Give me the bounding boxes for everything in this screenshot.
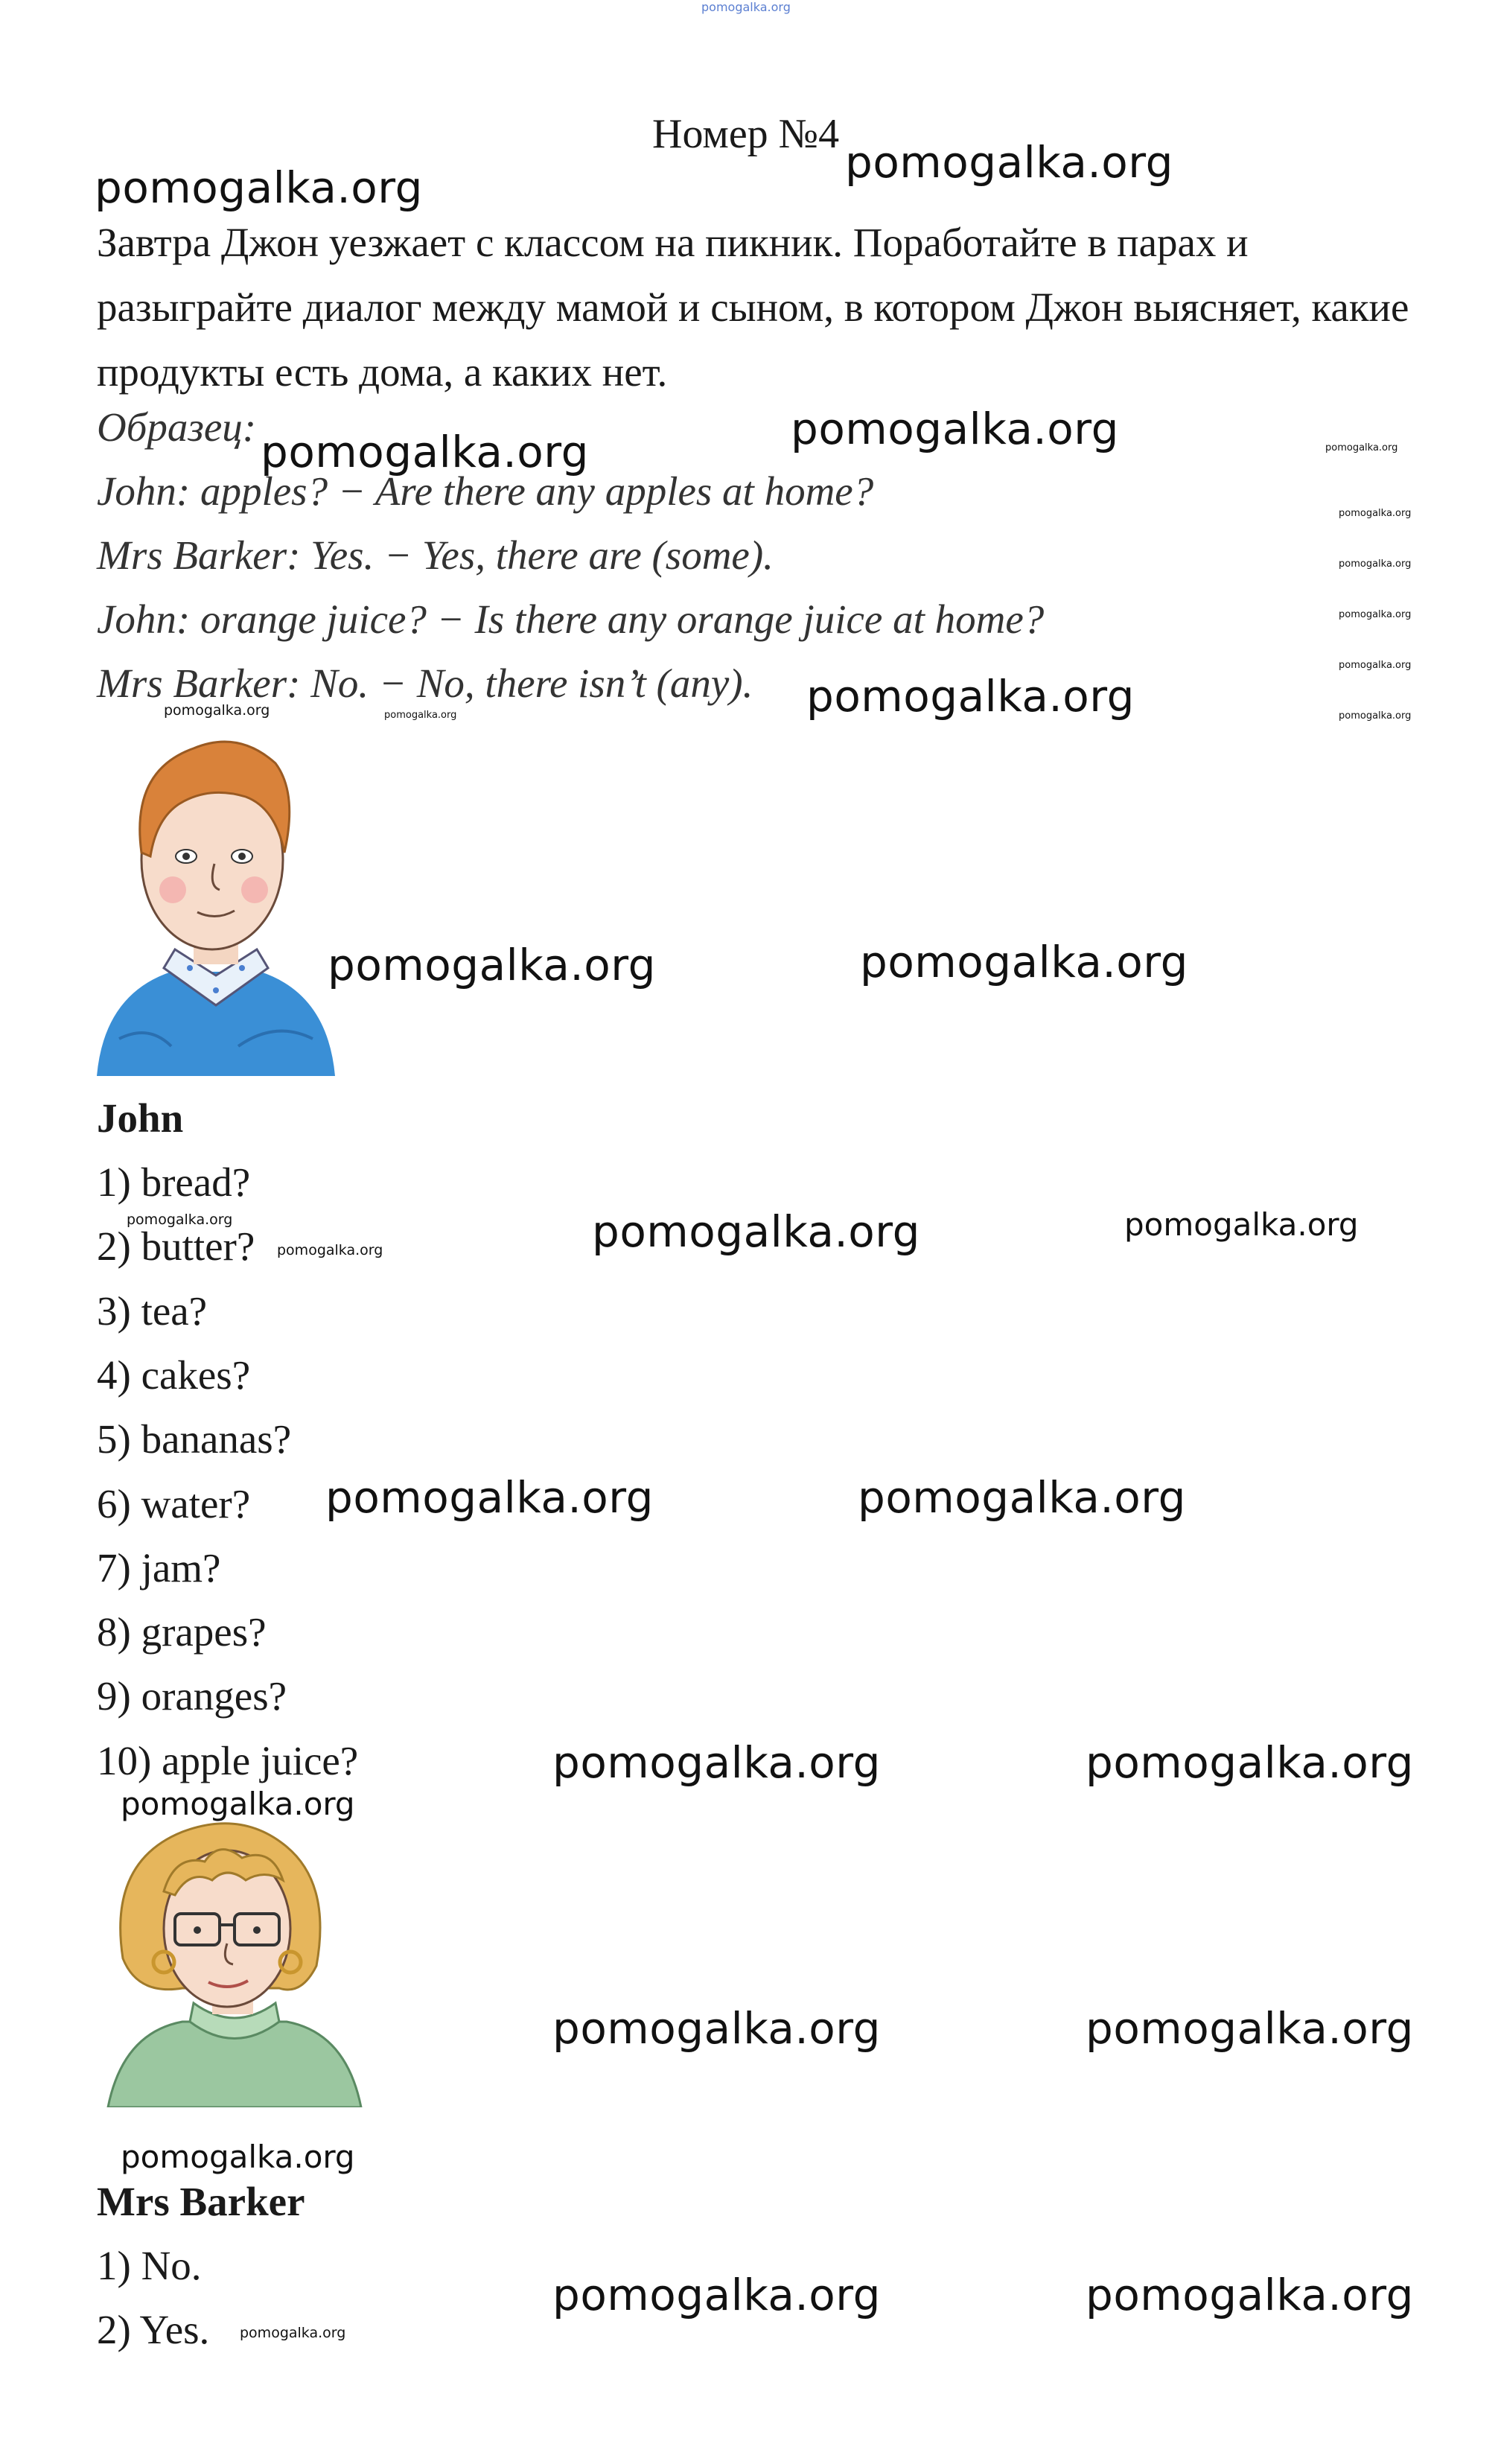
- watermark: pomogalka.org: [1124, 1206, 1359, 1243]
- top-watermark: pomogalka.org: [701, 0, 791, 14]
- watermark: pomogalka.org: [95, 162, 423, 213]
- watermark: pomogalka.org: [325, 1472, 654, 1523]
- sample-line-4: Mrs Barker: No. − No, there isn’t (any).: [97, 660, 753, 706]
- sample-line-2: Mrs Barker: Yes. − Yes, there are (some).: [97, 532, 774, 578]
- instructions-text: Завтра Джон уезжает с классом на пикник. Поработайте в парах и разыграйте диалог между мамой и сыном, в котором Джон выясняет, какие продукты есть дома, а каких нет.: [97, 220, 1409, 395]
- john-item-4: 4) cakes?: [97, 1352, 251, 1398]
- watermark: pomogalka.org: [384, 710, 457, 721]
- john-item-8: 8) grapes?: [97, 1609, 267, 1655]
- mrs-barker-item-2: 2) Yes.: [97, 2307, 210, 2352]
- sample-line-3: John: orange juice? − Is there any orange juice at home?: [97, 596, 1045, 642]
- watermark: pomogalka.org: [845, 137, 1173, 188]
- watermark: pomogalka.org: [1339, 508, 1412, 519]
- watermark: pomogalka.org: [1339, 558, 1412, 570]
- watermark: pomogalka.org: [261, 427, 589, 477]
- page-title: Номер №4: [652, 111, 840, 157]
- john-item-1: 1) bread?: [97, 1159, 251, 1205]
- watermark: pomogalka.org: [277, 1242, 383, 1258]
- watermark: pomogalka.org: [1086, 2270, 1414, 2320]
- watermark: pomogalka.org: [1086, 2003, 1414, 2054]
- sample-label: Образец:: [97, 404, 257, 450]
- watermark: pomogalka.org: [1339, 710, 1412, 722]
- mrs-barker-item-1: 1) No.: [97, 2243, 202, 2288]
- john-item-9: 9) oranges?: [97, 1673, 287, 1719]
- john-item-2: 2) butter?: [97, 1223, 255, 1269]
- sample-line-1: John: apples? − Are there any apples at home?: [97, 468, 874, 514]
- john-item-5: 5) bananas?: [97, 1416, 292, 1462]
- mrs-barker-heading: Mrs Barker: [97, 2179, 305, 2224]
- watermark: pomogalka.org: [127, 1212, 233, 1228]
- john-item-10: 10) apple juice?: [97, 1738, 359, 1783]
- watermark: pomogalka.org: [121, 1786, 355, 1822]
- watermark: pomogalka.org: [328, 940, 656, 990]
- watermark: pomogalka.org: [806, 671, 1135, 722]
- watermark: pomogalka.org: [240, 2325, 346, 2341]
- watermark: pomogalka.org: [858, 1472, 1186, 1523]
- watermark: pomogalka.org: [1339, 660, 1412, 671]
- john-heading: John: [97, 1095, 184, 1141]
- watermark: pomogalka.org: [791, 404, 1119, 454]
- john-item-7: 7) jam?: [97, 1545, 221, 1591]
- watermark: pomogalka.org: [552, 2270, 881, 2320]
- watermark: pomogalka.org: [1325, 442, 1398, 453]
- watermark: pomogalka.org: [592, 1206, 920, 1257]
- watermark: pomogalka.org: [164, 702, 270, 719]
- mrs-barker-portrait-image: [93, 1809, 376, 2107]
- watermark: pomogalka.org: [552, 2003, 881, 2054]
- task-instructions: [97, 210, 1422, 404]
- john-portrait-image: [89, 726, 342, 1076]
- watermark: pomogalka.org: [552, 1737, 881, 1788]
- john-item-6: 6) water?: [97, 1481, 251, 1527]
- watermark: pomogalka.org: [1339, 609, 1412, 620]
- john-item-3: 3) tea?: [97, 1288, 208, 1334]
- watermark: pomogalka.org: [121, 2139, 355, 2175]
- watermark: pomogalka.org: [1086, 1737, 1414, 1788]
- watermark: pomogalka.org: [860, 937, 1188, 987]
